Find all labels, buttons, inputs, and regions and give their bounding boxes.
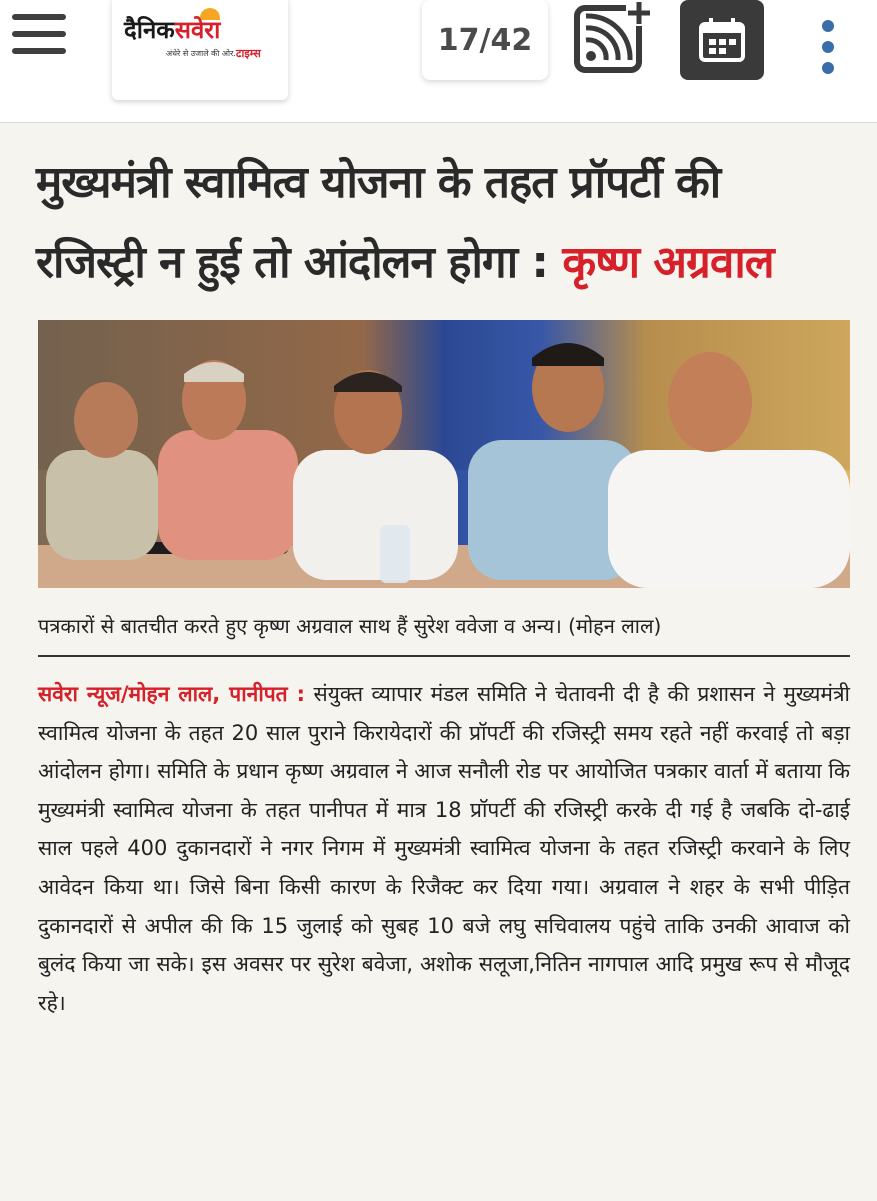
article-photo	[38, 320, 850, 588]
headline-line-2: रजिस्ट्री न हुई तो आंदोलन होगा : कृष्ण अग्रवाल	[36, 237, 774, 288]
article-dateline: सवेरा न्यूज/मोहन लाल, पानीपत :	[38, 682, 306, 706]
logo-title: दैनिकसवेरा	[124, 15, 221, 44]
page-counter[interactable]: 17/42	[422, 0, 548, 80]
logo-suffix: टाइम्स	[236, 47, 261, 60]
app-bar	[0, 0, 877, 118]
article-body	[38, 675, 850, 1022]
rss-add-icon[interactable]	[574, 0, 652, 76]
logo-tagline: अंधेरे से उजाले की ओर...	[166, 49, 242, 58]
newspaper-clipping[interactable]	[0, 122, 877, 1201]
hamburger-menu-icon[interactable]	[12, 14, 66, 54]
calendar-icon[interactable]	[680, 0, 764, 80]
headline-name: कृष्ण अग्रवाल	[562, 237, 774, 288]
more-vertical-icon[interactable]	[818, 20, 838, 74]
divider	[38, 655, 850, 657]
article-headline	[36, 143, 866, 303]
photo-caption: पत्रकारों से बातचीत करते हुए कृष्ण अग्रवाल साथ हैं सुरेश ववेजा व अन्य। (मोहन लाल)	[38, 614, 662, 638]
publication-logo[interactable]	[112, 0, 288, 100]
article-body-text: संयुक्त व्यापार मंडल समिति ने चेतावनी दी है की प्रशासन ने मुख्यमंत्री स्वामित्व योजना के तहत 20 साल पुराने किरायेदारों की प्रॉपर्टी की रजिस्ट्री समय रहते नहीं करवाई तो बड़ा आंदोलन होगा। समिति के प्रधान कृष्ण अग्रवाल ने आज सनौली रोड पर आयोजित पत्रकार वार्ता में बताया कि मुख्यमंत्री स्वामित्व योजना के तहत पानीपत में मात्र 18 प्रॉपर्टी की रजिस्ट्री करके दी गई है जबकि दो-ढाई साल पहले 400 दुकानदारों ने नगर निगम में मुख्यमंत्री स्वामित्व योजना के तहत रजिस्ट्री करवाने के लिए आवेदन किया था। जिसे बिना किसी कारण के रिजैक्ट कर दिया गया। अग्रवाल ने शहर के सभी पीड़ित दुकानदारों से अपील की कि 15 जुलाई को सुबह 10 बजे लघु सचिवालय पहुंचे ताकि उनकी आवाज को बुलंद किया जा सके। इस अवसर पर सुरेश बवेजा, अशोक सलूजा,नितिन नागपाल आदि प्रमुख रूप से मौजूद रहे।	[38, 682, 850, 1015]
headline-line-1: मुख्यमंत्री स्वामित्व योजना के तहत प्रॉपर्टी की	[36, 157, 721, 208]
